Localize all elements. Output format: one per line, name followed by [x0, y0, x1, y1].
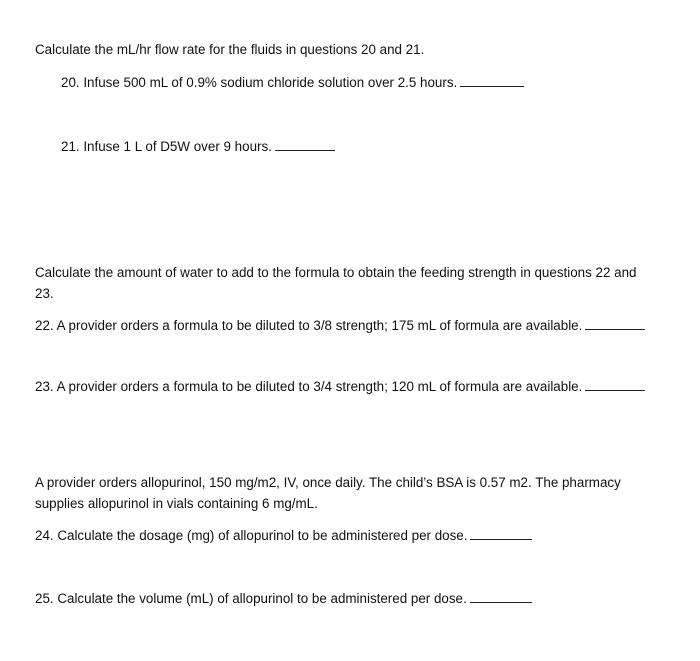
question-23: 23. A provider orders a formula to be diluted to 3/4 strength; 120 mL of formula are available. [35, 378, 645, 396]
answer-blank-22[interactable] [585, 317, 645, 330]
feeding-instructions-line2: 23. [35, 286, 54, 301]
question-21: 21. Infuse 1 L of D5W over 9 hours. [61, 138, 335, 156]
question-24: 24. Calculate the dosage (mg) of allopurinol to be administered per dose. [35, 527, 532, 545]
answer-blank-20[interactable] [460, 74, 524, 87]
feeding-instructions-line1: Calculate the amount of water to add to the formula to obtain the feeding strength in questions 22 and [35, 265, 637, 280]
answer-blank-21[interactable] [275, 138, 335, 151]
answer-blank-24[interactable] [470, 527, 532, 540]
allopurinol-instructions-line2: supplies allopurinol in vials containing 6 mg/mL. [35, 496, 318, 511]
answer-blank-25[interactable] [470, 590, 532, 603]
question-20: 20. Infuse 500 mL of 0.9% sodium chloride solution over 2.5 hours. [61, 74, 524, 92]
question-25: 25. Calculate the volume (mL) of allopurinol to be administered per dose. [35, 590, 532, 608]
allopurinol-instructions-line1: A provider orders allopurinol, 150 mg/m2, IV, once daily. The child’s BSA is 0.57 m2. The pharmacy [35, 475, 621, 490]
answer-blank-23[interactable] [585, 378, 645, 391]
flow-rate-instructions: Calculate the mL/hr flow rate for the fluids in questions 20 and 21. [35, 42, 425, 57]
question-22: 22. A provider orders a formula to be diluted to 3/8 strength; 175 mL of formula are available. [35, 317, 645, 335]
